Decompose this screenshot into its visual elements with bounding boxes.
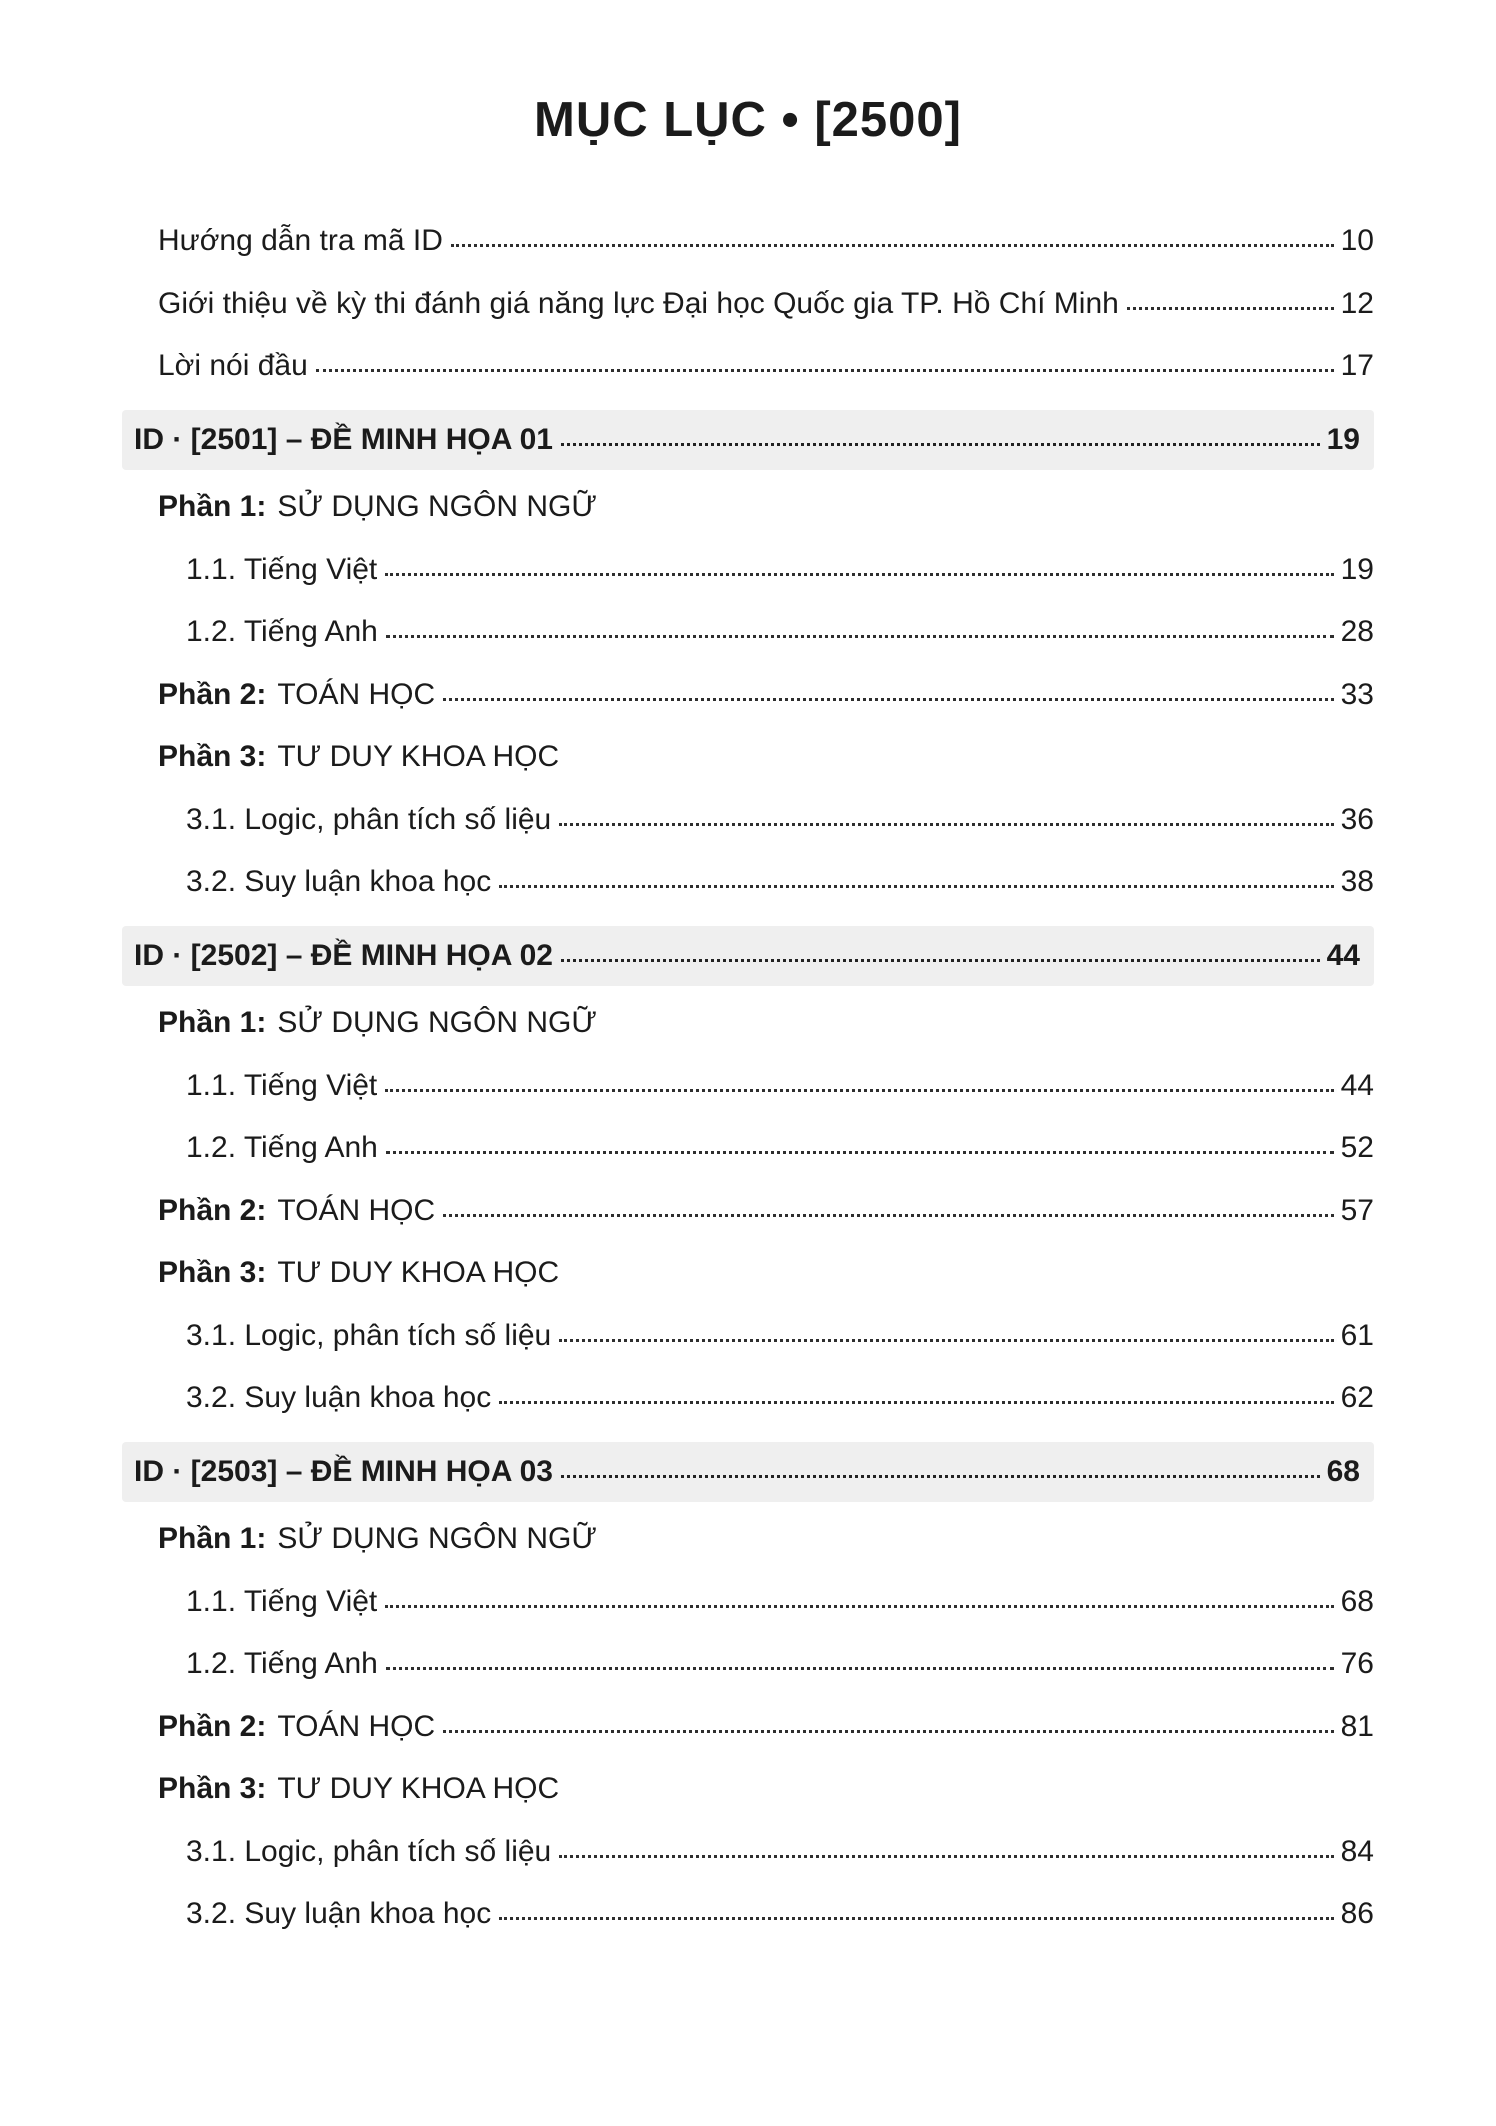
toc-entry-prefix: Phần 1: (158, 490, 267, 523)
toc-entry-label: 3.1. Logic, phân tích số liệu (186, 1834, 552, 1868)
dot-leader (443, 1214, 1333, 1217)
toc-entry (122, 601, 1374, 664)
page-title: MỤC LỤC • [2500] (534, 93, 962, 147)
toc-entry (122, 1367, 1374, 1430)
toc-entry-prefix: Phần 3: (158, 740, 267, 773)
toc-entry (122, 789, 1374, 852)
toc-entry-label: Lời nói đầu (158, 349, 308, 382)
toc-entry (122, 1180, 1374, 1243)
toc-entry-prefix: Phần 1: (158, 1006, 267, 1039)
toc-entry (122, 851, 1374, 914)
dot-leader (385, 573, 1333, 576)
toc-entry (122, 1758, 1374, 1821)
toc-entry-label: SỬ DỤNG NGÔN NGỮ (277, 1006, 597, 1039)
toc-entry-page: 52 (1340, 1131, 1374, 1164)
dot-leader (386, 1151, 1334, 1154)
toc-section-2503 (122, 1442, 1374, 1946)
dot-leader (499, 1401, 1333, 1404)
toc-entry (122, 1508, 1374, 1571)
toc-entry-label: 1.2. Tiếng Anh (186, 1647, 378, 1680)
toc-entry (122, 1821, 1374, 1884)
toc-entry-page: 61 (1340, 1318, 1374, 1352)
front-matter (122, 210, 1374, 398)
toc-entry-page: 68 (1340, 1584, 1374, 1618)
dot-leader (499, 1917, 1333, 1920)
toc-entry (122, 210, 1374, 273)
toc-entry-label: TƯ DUY KHOA HỌC (277, 1256, 560, 1289)
toc-entry (122, 335, 1374, 398)
toc-entry-label: TƯ DUY KHOA HỌC (277, 1772, 560, 1805)
dot-leader (561, 443, 1320, 446)
toc-entry-label: 3.1. Logic, phân tích số liệu (186, 1318, 552, 1352)
toc-entry-prefix: Phần 2: (158, 1709, 267, 1743)
section-header-page: 19 (1326, 422, 1360, 456)
toc-entry-prefix: Phần 3: (158, 1772, 267, 1805)
toc-entry-page: 10 (1340, 224, 1374, 257)
toc-entry-label: 1.1. Tiếng Việt (186, 1068, 378, 1102)
dot-leader (316, 369, 1334, 372)
toc-entry-label: Hướng dẫn tra mã ID (158, 224, 443, 257)
toc-entry-prefix: Phần 2: (158, 677, 267, 711)
toc-entry (122, 1633, 1374, 1696)
toc-entry (122, 1696, 1374, 1759)
toc-entry (122, 476, 1374, 539)
toc-entry-page: 17 (1340, 349, 1374, 382)
toc-entry-prefix: Phần 2: (158, 1193, 267, 1227)
toc-entry-page: 28 (1340, 615, 1374, 648)
toc-entry-page: 36 (1340, 802, 1374, 836)
toc-entry (122, 726, 1374, 789)
toc-entry (122, 664, 1374, 727)
toc-entry-label: 3.2. Suy luận khoa học (186, 865, 492, 898)
section-header-label: ID · [2502] – ĐỀ MINH HỌA 02 (134, 938, 553, 972)
toc-entry-page: 86 (1340, 1897, 1374, 1930)
toc-entry-page: 76 (1340, 1647, 1374, 1680)
toc-entry-page: 81 (1340, 1709, 1374, 1743)
toc-section-2501 (122, 410, 1374, 914)
toc-entry (122, 992, 1374, 1055)
toc-entry (122, 1883, 1374, 1946)
toc-entry (122, 1571, 1374, 1634)
dot-leader (561, 1475, 1320, 1478)
toc-entry-page: 57 (1340, 1193, 1374, 1227)
toc-entry (122, 1305, 1374, 1368)
toc-entry-label: 3.2. Suy luận khoa học (186, 1381, 492, 1414)
dot-leader (561, 959, 1320, 962)
toc-entry-label: 1.1. Tiếng Việt (186, 552, 378, 586)
toc-entry-label: 1.1. Tiếng Việt (186, 1584, 378, 1618)
dot-leader (386, 635, 1334, 638)
dot-leader (443, 1730, 1333, 1733)
section-header-label: ID · [2503] – ĐỀ MINH HỌA 03 (134, 1454, 553, 1488)
toc-entry-label: SỬ DỤNG NGÔN NGỮ (277, 1522, 597, 1555)
toc-entry-label: SỬ DỤNG NGÔN NGỮ (277, 490, 597, 523)
toc-entry-label: 3.1. Logic, phân tích số liệu (186, 802, 552, 836)
toc-entry-label: Giới thiệu về kỳ thi đánh giá năng lực Đại học Quốc gia TP. Hồ Chí Minh (158, 286, 1119, 320)
toc-entry (122, 539, 1374, 602)
toc-entry-label: TOÁN HỌC (277, 677, 436, 711)
toc-entry-page: 38 (1340, 865, 1374, 898)
dot-leader (559, 823, 1333, 826)
toc-entry-page: 84 (1340, 1834, 1374, 1868)
toc-entry-label: TƯ DUY KHOA HỌC (277, 740, 560, 773)
toc-entry (122, 1055, 1374, 1118)
dot-leader (443, 698, 1333, 701)
section-header-label: ID · [2501] – ĐỀ MINH HỌA 01 (134, 422, 553, 456)
section-header (122, 1442, 1374, 1503)
toc-entry-page: 12 (1340, 286, 1374, 320)
section-header (122, 926, 1374, 987)
toc-section-2502 (122, 926, 1374, 1430)
toc-entry-page: 62 (1340, 1381, 1374, 1414)
toc-entry-label: 1.2. Tiếng Anh (186, 1131, 378, 1164)
section-header-page: 68 (1326, 1454, 1360, 1488)
toc-entry-label: 3.2. Suy luận khoa học (186, 1897, 492, 1930)
dot-leader (559, 1855, 1333, 1858)
dot-leader (386, 1667, 1334, 1670)
toc-entry (122, 1242, 1374, 1305)
dot-leader (559, 1339, 1333, 1342)
toc-entry-page: 33 (1340, 677, 1374, 711)
dot-leader (1127, 307, 1334, 310)
toc-entry-prefix: Phần 1: (158, 1522, 267, 1555)
dot-leader (385, 1605, 1333, 1608)
toc-entry-page: 19 (1340, 552, 1374, 586)
toc-entry-prefix: Phần 3: (158, 1256, 267, 1289)
toc-entry (122, 1117, 1374, 1180)
dot-leader (499, 885, 1333, 888)
dot-leader (451, 244, 1334, 247)
dot-leader (385, 1089, 1333, 1092)
toc-entry-label: TOÁN HỌC (277, 1193, 436, 1227)
section-header (122, 410, 1374, 471)
toc-entry-page: 44 (1340, 1068, 1374, 1102)
toc-entry-label: TOÁN HỌC (277, 1709, 436, 1743)
toc-entry-label: 1.2. Tiếng Anh (186, 615, 378, 648)
section-header-page: 44 (1326, 938, 1360, 972)
toc-entry (122, 273, 1374, 336)
